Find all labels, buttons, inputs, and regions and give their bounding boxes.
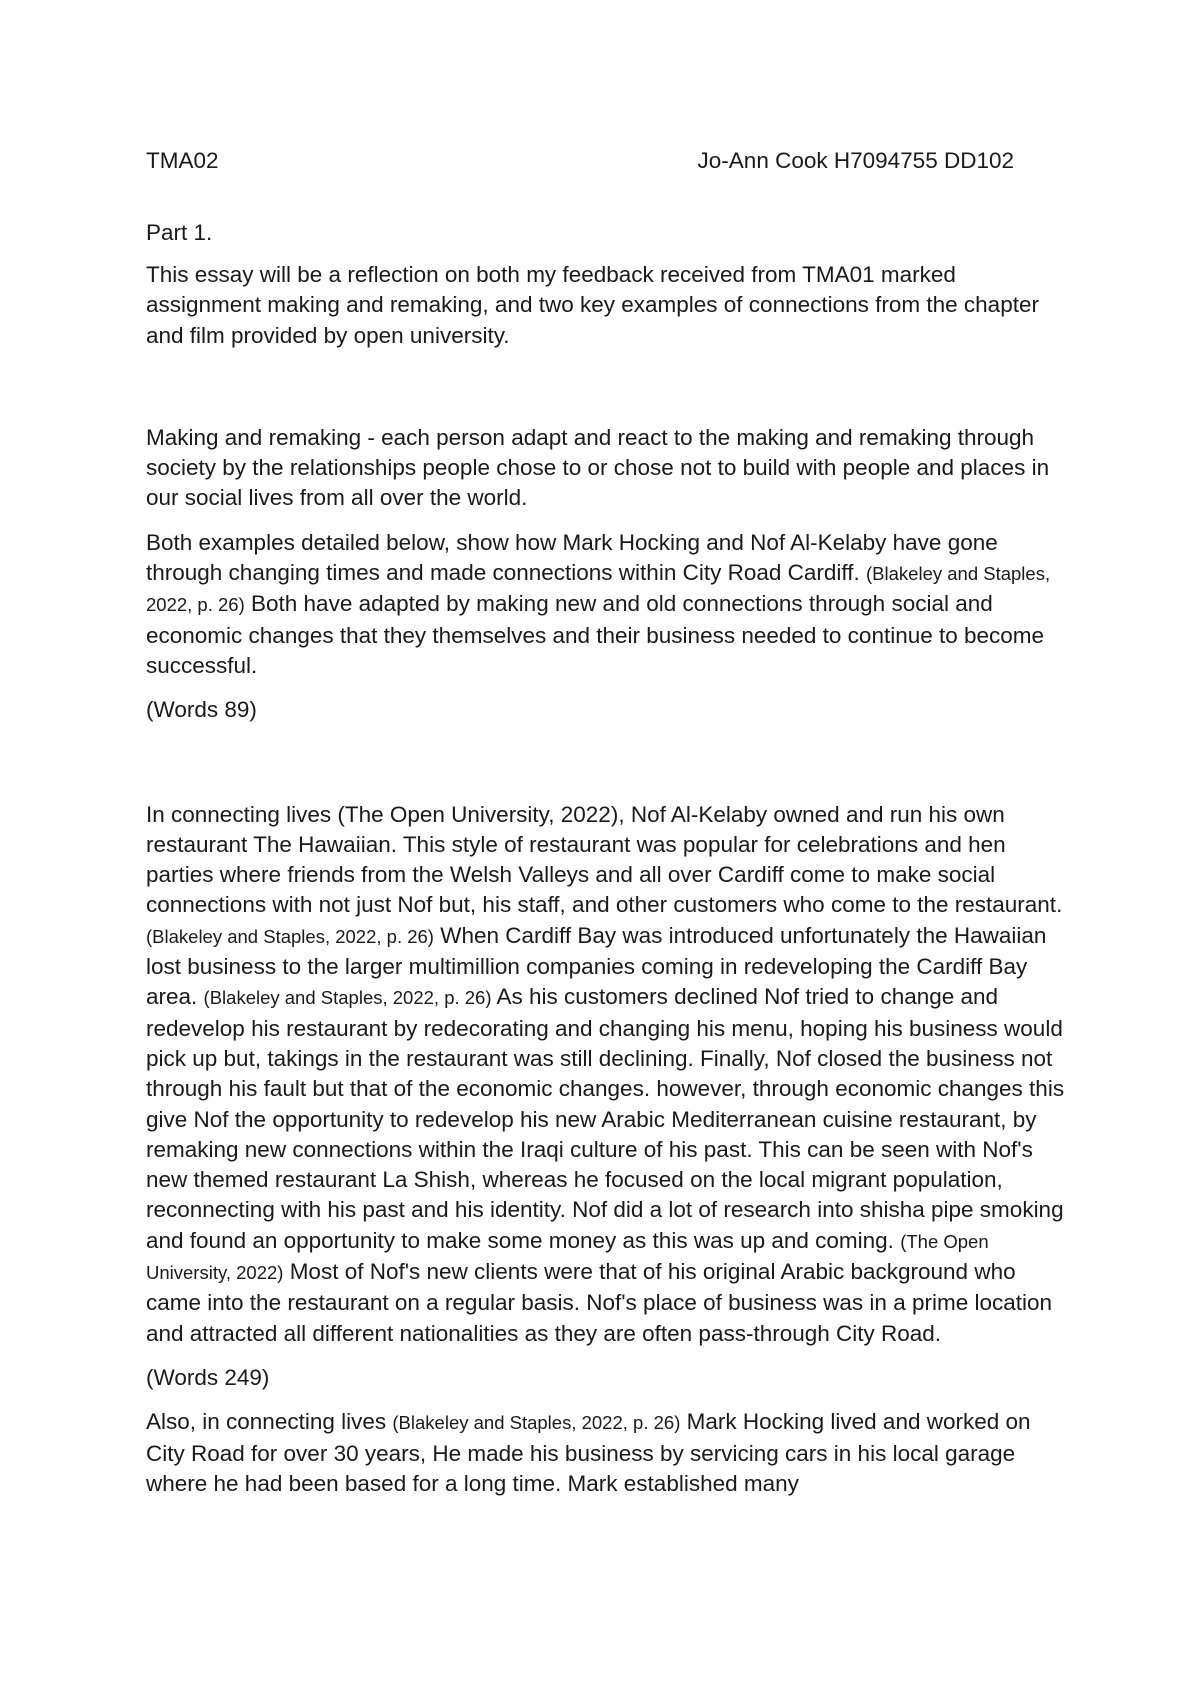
document-page bbox=[146, 146, 1066, 1513]
assignment-code: TMA02 bbox=[146, 148, 219, 173]
spacer bbox=[146, 740, 1066, 800]
mark-text-1: Also, in connecting lives bbox=[146, 1409, 393, 1435]
word-count-1: (Words 89) bbox=[146, 697, 257, 723]
document-header bbox=[146, 146, 1014, 176]
nof-text-2: When Cardiff Bay was introduced unfortunately the Hawaiian lost business to the larger multimillion companies coming in redeveloping the Cardiff Bay area. bbox=[146, 922, 1047, 1010]
spacer bbox=[146, 365, 1066, 423]
citation: (Blakeley and Staples, 2022, p. 26) bbox=[203, 987, 492, 1009]
both-text-2: Both have adapted by making new and old connections through social and economic changes that they themselves and their business needed to continue to become successful. bbox=[146, 591, 1045, 678]
citation: (The Open University, 2022) bbox=[146, 1230, 989, 1284]
citation: (Blakeley and Staples, 2022, p. 26) bbox=[392, 1412, 681, 1434]
student-info: Jo-Ann Cook H7094755 DD102 bbox=[697, 148, 1014, 173]
both-examples-paragraph bbox=[146, 528, 1066, 681]
part-heading: Part 1. bbox=[146, 220, 213, 245]
both-text-1: Both examples detailed below, show how Mark Hocking and Nof Al-Kelaby have gone through changing times and made connections within City Road Cardiff. bbox=[146, 529, 998, 586]
making-remaking-paragraph: Making and remaking - each person adapt and react to the making and remaking through society by the relationships people chose to or chose not to build with people and places in our social lives from all over the world. bbox=[146, 424, 1050, 511]
mark-paragraph bbox=[146, 1407, 1066, 1499]
intro-paragraph: This essay will be a reflection on both my feedback received from TMA01 marked assignment making and remaking, and two key examples of connections from the chapter and film provided by open university. bbox=[146, 262, 1039, 348]
nof-text-4: Most of Nof's new clients were that of his original Arabic background who came into the restaurant on a regular basis. Nof's place of business was in a prime location and attracted all different nationalities as they are often pass-through City Road. bbox=[146, 1259, 1053, 1346]
word-count-2: (Words 249) bbox=[146, 1364, 270, 1390]
nof-paragraph bbox=[146, 800, 1066, 1349]
nof-text-3: As his customers declined Nof tried to change and redevelop his restaurant by redecorating and changing his menu, hoping his business would pick up but, takings in the restaurant was still declining. Finally, Nof closed the business not through his fault but that of the economic changes. however, through economic changes this give Nof the opportunity to redevelop his new Arabic Mediterranean cuisine restaurant, by remaking new connections within the Iraqi culture of his past. This can be seen with Nof's new themed restaurant La Shish, whereas he focused on the local migrant population, reconnecting with his past and his identity. Nof did a lot of research into shisha pipe smoking and found an opportunity to make some money as this was up and coming. bbox=[146, 984, 1065, 1253]
citation: (Blakeley and Staples, 2022, p. 26) bbox=[146, 925, 434, 947]
nof-text-1: In connecting lives (The Open University, 2022), Nof Al-Kelaby owned and run his own restaurant The Hawaiian. This style of restaurant was popular for celebrations and hen parties where friends from the Welsh Valleys and all over Cardiff come to make social connections with not just Nof but, his staff, and other customers who come to the restaurant. bbox=[146, 801, 1063, 918]
mark-text-2: Mark Hocking lived and worked on City Road for over 30 years, He made his business by servicing cars in his local garage where he had been based for a long time. Mark established many bbox=[146, 1409, 1031, 1496]
citation: (Blakeley and Staples, 2022, p. 26) bbox=[146, 563, 1051, 616]
